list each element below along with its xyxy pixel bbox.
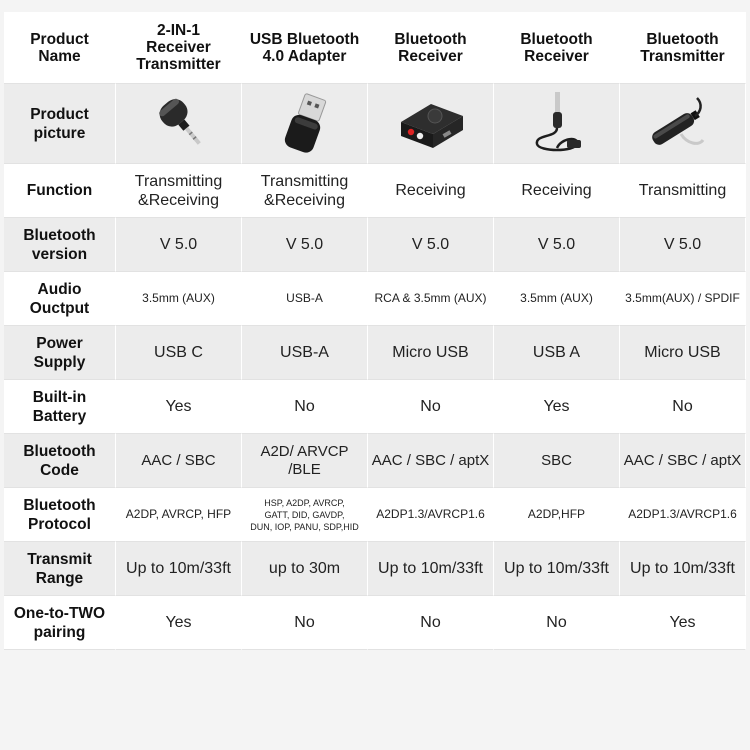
table-cell: A2DP, AVRCP, HFP xyxy=(116,488,242,542)
row-label-bluetooth-version: Bluetooth version xyxy=(4,218,116,272)
table-cell: HSP, A2DP, AVRCP, GATT, DID, GAVDP, DUN, IOP, PANU, SDP,HID xyxy=(242,488,368,542)
table-cell: V 5.0 xyxy=(494,218,620,272)
table-cell: V 5.0 xyxy=(368,218,494,272)
table-cell: Up to 10m/33ft xyxy=(116,542,242,596)
row-label-power-supply: Power Supply xyxy=(4,326,116,380)
row-label-function: Function xyxy=(4,164,116,218)
header-label: Product Name xyxy=(4,12,116,84)
table-cell: 3.5mm (AUX) xyxy=(116,272,242,326)
table-cell: Yes xyxy=(494,380,620,434)
table-cell: 3.5mm (AUX) xyxy=(494,272,620,326)
table-cell: Micro USB xyxy=(368,326,494,380)
table-cell: V 5.0 xyxy=(116,218,242,272)
product-name-header: USB Bluetooth 4.0 Adapter xyxy=(242,12,368,84)
product-name-header: Bluetooth Receiver xyxy=(494,12,620,84)
table-cell: Up to 10m/33ft xyxy=(368,542,494,596)
table-cell: AAC / SBC / aptX xyxy=(620,434,746,488)
product-name-header: 2-IN-1 Receiver Transmitter xyxy=(116,12,242,84)
table-cell: Receiving xyxy=(494,164,620,218)
table-cell: No xyxy=(620,380,746,434)
row-label-bluetooth-protocol: Bluetooth Protocol xyxy=(4,488,116,542)
table-cell: Transmitting &Receiving xyxy=(242,164,368,218)
receiver-box-icon xyxy=(368,84,494,164)
table-cell: A2DP1.3/AVRCP1.6 xyxy=(368,488,494,542)
table-cell: No xyxy=(242,380,368,434)
table-cell: RCA & 3.5mm (AUX) xyxy=(368,272,494,326)
table-cell: SBC xyxy=(494,434,620,488)
table-cell: Yes xyxy=(116,596,242,650)
product-name-header: Bluetooth Transmitter xyxy=(620,12,746,84)
table-cell: up to 30m xyxy=(242,542,368,596)
table-cell: 3.5mm(AUX) / SPDIF xyxy=(620,272,746,326)
row-label-built-in-battery: Built-in Battery xyxy=(4,380,116,434)
table-cell: A2DP1.3/AVRCP1.6 xyxy=(620,488,746,542)
table-cell: No xyxy=(368,380,494,434)
table-cell: Up to 10m/33ft xyxy=(494,542,620,596)
table-cell: Yes xyxy=(116,380,242,434)
table-cell: Receiving xyxy=(368,164,494,218)
table-cell: No xyxy=(368,596,494,650)
row-label-one-to-two-pairing: One-to-TWO pairing xyxy=(4,596,116,650)
aux-transmitter-icon xyxy=(116,84,242,164)
stick-transmitter-icon xyxy=(620,84,746,164)
table-cell: AAC / SBC xyxy=(116,434,242,488)
table-cell: USB C xyxy=(116,326,242,380)
table-cell: USB A xyxy=(494,326,620,380)
table-cell: Yes xyxy=(620,596,746,650)
table-cell: Transmitting &Receiving xyxy=(116,164,242,218)
table-cell: No xyxy=(242,596,368,650)
table-cell: AAC / SBC / aptX xyxy=(368,434,494,488)
row-label-transmit-range: Transmit Range xyxy=(4,542,116,596)
row-label-audio-ouctput: Audio Ouctput xyxy=(4,272,116,326)
table-cell: No xyxy=(494,596,620,650)
table-cell: V 5.0 xyxy=(242,218,368,272)
table-cell: USB-A xyxy=(242,326,368,380)
table-cell: A2DP,HFP xyxy=(494,488,620,542)
usb-adapter-icon xyxy=(242,84,368,164)
product-name-header: Bluetooth Receiver xyxy=(368,12,494,84)
table-cell: A2D/ ARVCP /BLE xyxy=(242,434,368,488)
table-cell: Transmitting xyxy=(620,164,746,218)
comparison-table xyxy=(4,12,746,652)
row-label-product-picture: Product picture xyxy=(4,84,116,164)
table-cell: USB-A xyxy=(242,272,368,326)
table-cell: Up to 10m/33ft xyxy=(620,542,746,596)
table-cell: V 5.0 xyxy=(620,218,746,272)
row-label-bluetooth-code: Bluetooth Code xyxy=(4,434,116,488)
coiled-cable-receiver-icon xyxy=(494,84,620,164)
table-cell: Micro USB xyxy=(620,326,746,380)
